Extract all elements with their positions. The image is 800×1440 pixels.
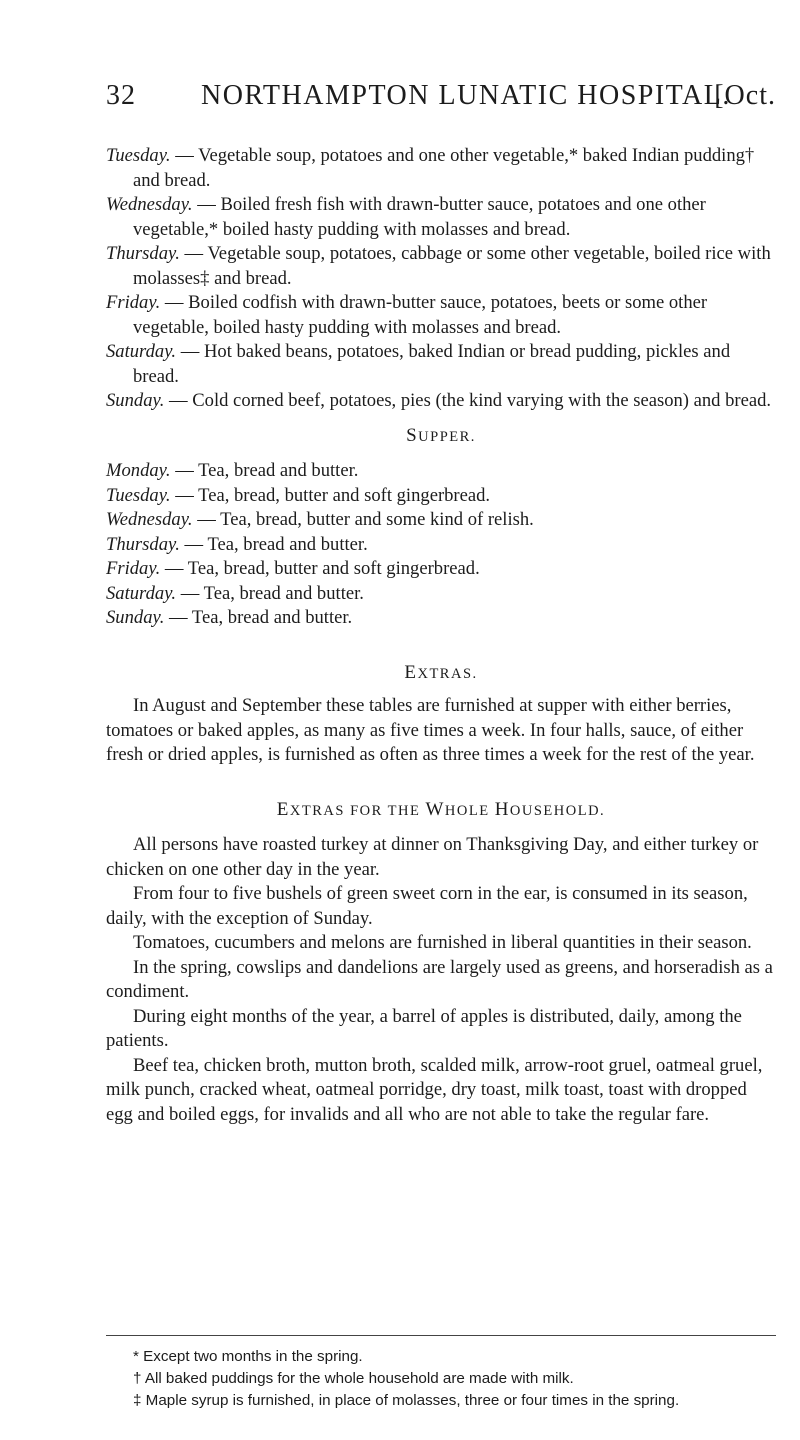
household-paragraph: Beef tea, chicken broth, mutton broth, scalded milk, arrow-root gruel, oatmeal gruel, milk punch, cracked wheat, oatmeal porridge, dry toast, milk toast, toast with dropped egg and boiled eggs, for invalids and all who are not able to take the regular fare.: [106, 1054, 763, 1125]
day-label: Saturday.: [106, 582, 177, 604]
footnote: † All baked puddings for the whole household are made with milk.: [133, 1370, 574, 1387]
meal-text: — Tea, bread, butter and soft gingerbread.: [170, 484, 491, 506]
page-number: 32: [106, 80, 136, 111]
meal-text: — Vegetable soup, potatoes and one other vegetable,* baked Indian pudding† and bread.: [133, 145, 755, 191]
day-label: Thursday.: [106, 533, 180, 555]
household-heading: [106, 798, 776, 824]
dinner-saturday: [106, 340, 776, 389]
day-label: Friday.: [106, 292, 161, 313]
meal-text: — Tea, bread, butter and soft gingerbread.: [160, 558, 480, 579]
supper-wednesday: [106, 508, 776, 533]
meal-text: — Tea, bread, butter and some kind of relish.: [192, 509, 534, 530]
day-label: Monday.: [106, 460, 171, 481]
meal-text: — Boiled codfish with drawn-butter sauce, potatoes, beets or some other vegetable, boiled hasty pudding with molasses and bread.: [133, 292, 708, 338]
meal-text: — Vegetable soup, potatoes, cabbage or some other vegetable, boiled rice with molasses‡ and bread.: [133, 243, 771, 289]
meal-text: — Tea, bread and butter.: [164, 607, 353, 628]
heading-initial: E: [404, 661, 418, 683]
heading-rest: UPPER.: [418, 428, 476, 445]
supper-heading: [106, 424, 776, 450]
heading-rest: XTRAS FOR THE: [289, 802, 426, 819]
dinner-section: [106, 144, 776, 414]
dinner-tuesday: [106, 144, 776, 193]
heading-initial: S: [406, 424, 419, 446]
supper-monday: [106, 459, 776, 484]
supper-sunday: [106, 606, 776, 631]
meal-text: — Hot baked beans, potatoes, baked Indian or bread pudding, pickles and bread.: [133, 341, 731, 387]
footnote: ‡ Maple syrup is furnished, in place of molasses, three or four times in the spring.: [133, 1392, 680, 1409]
page-body: [106, 144, 776, 1127]
household-paragraph: From four to five bushels of green sweet corn in the ear, is consumed in its season, daily, with the exception of Sunday.: [106, 883, 748, 929]
meal-text: — Tea, bread and butter.: [170, 460, 359, 481]
footnote: * Except two months in the spring.: [133, 1348, 363, 1365]
footnotes: [106, 1346, 776, 1412]
heading-initial: W: [425, 798, 445, 820]
day-label: Wednesday.: [106, 194, 193, 215]
running-header: [106, 80, 776, 124]
household-section: [106, 833, 776, 1127]
running-title: NORTHAMPTON LUNATIC HOSPITAL.: [201, 80, 731, 111]
dinner-sunday: [106, 389, 776, 414]
dinner-thursday: [106, 242, 776, 291]
household-paragraph: In the spring, cowslips and dandelions are largely used as greens, and horseradish as a condiment.: [106, 956, 773, 1002]
meal-text: — Boiled fresh fish with drawn-butter sauce, potatoes and one other vegetable,* boiled hasty pudding with molasses and bread.: [133, 194, 706, 240]
day-label: Sunday.: [106, 390, 165, 411]
household-paragraph: All persons have roasted turkey at dinner on Thanksgiving Day, and either turkey or chicken on one other day in the year.: [106, 834, 759, 880]
meal-text: — Tea, bread and butter.: [176, 582, 364, 604]
heading-initial: H: [494, 798, 510, 820]
supper-saturday: [106, 582, 776, 607]
day-label: Thursday.: [106, 243, 180, 264]
day-label: Tuesday.: [106, 145, 171, 166]
meal-text: — Tea, bread and butter.: [179, 533, 368, 555]
heading-rest: HOLE: [444, 802, 495, 819]
day-label: Wednesday.: [106, 509, 193, 530]
household-paragraph: During eight months of the year, a barrel of apples is distributed, daily, among the patients.: [106, 1005, 742, 1051]
meal-text: — Cold corned beef, potatoes, pies (the kind varying with the season) and bread.: [164, 390, 772, 411]
extras-heading: [106, 661, 776, 687]
supper-section: [106, 459, 776, 631]
footnote-rule: [106, 1335, 776, 1336]
heading-initial: E: [276, 798, 290, 820]
day-label: Friday.: [106, 558, 161, 579]
day-label: Saturday.: [106, 341, 177, 362]
heading-rest: XTRAS.: [417, 665, 478, 682]
day-label: Tuesday.: [106, 484, 171, 506]
heading-rest: OUSEHOLD.: [509, 802, 606, 819]
dinner-friday: [106, 291, 776, 340]
dinner-wednesday: [106, 193, 776, 242]
extras-paragraph: In August and September these tables are furnished at supper with either berries, tomatoes or baked apples, as many as five times a week. In four halls, sauce, of either fresh or dried apples, is furnished as often as three times a week for the rest of the year.: [106, 695, 755, 765]
day-label: Sunday.: [106, 607, 165, 628]
supper-tuesday: [106, 484, 776, 509]
household-paragraph: Tomatoes, cucumbers and melons are furnished in liberal quantities in their season.: [133, 932, 752, 953]
supper-thursday: [106, 533, 776, 558]
running-month: [Oct.: [714, 80, 776, 111]
supper-friday: [106, 557, 776, 582]
